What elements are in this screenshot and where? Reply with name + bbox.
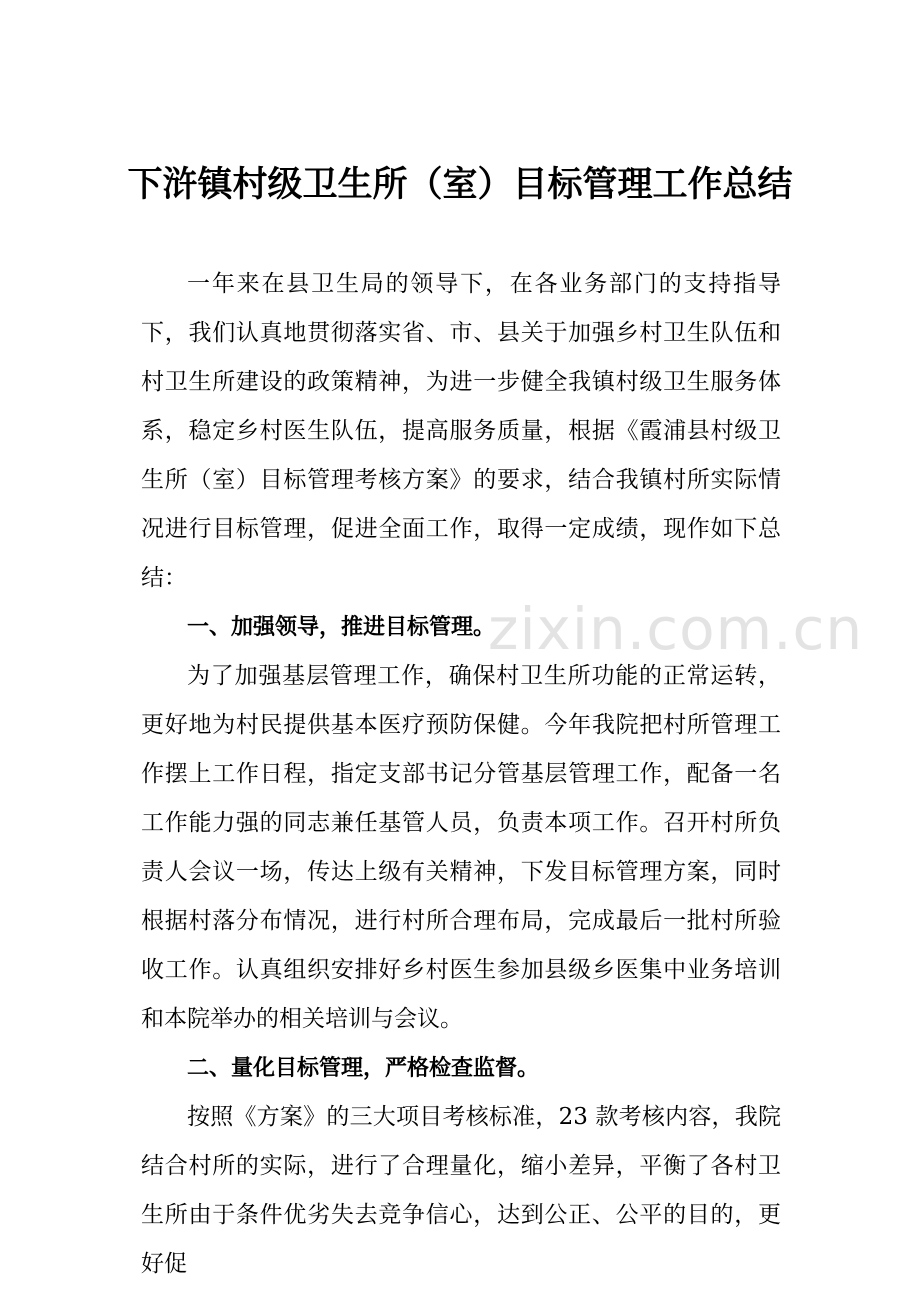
- section-paragraph-1: 为了加强基层管理工作，确保村卫生所功能的正常运转，更好地为村民提供基本医疗预防保健。今年我院把村所管理工作摆上工作日程，指定支部书记分管基层管理工作，配备一名工作能力强的同志兼任基管人员，负责本项工作。召开村所负责人会议一场，传达上级有关精神，下发目标管理方案，同时根据村落分布情况，进行村所合理布局，完成最后一批村所验收工作。认真组织安排好乡村医生参加县级乡医集中业务培训和本院举办的相关培训与会议。: [141, 663, 781, 1032]
- document-title: 下浒镇村级卫生所（室）目标管理工作总结: [127, 165, 793, 205]
- watermark: zixin.com.cn: [488, 595, 864, 663]
- section-paragraph-2: 按照《方案》的三大项目考核标准，23 款考核内容，我院结合村所的实际，进行了合理量化，缩小差异，平衡了各村卫生所由于条件优劣失去竞争信心，达到公正、公平的目的，更好促: [141, 1104, 781, 1277]
- intro-paragraph: 一年来在县卫生局的领导下，在各业务部门的支持指导下，我们认真地贯彻落实省、市、县关于加强乡村卫生队伍和村卫生所建设的政策精神，为进一步健全我镇村级卫生服务体系，稳定乡村医生队伍，提高服务质量，根据《霞浦县村级卫生所（室）目标管理考核方案》的要求，结合我镇村所实际情况进行目标管理，促进全面工作，取得一定成绩，现作如下总结：: [141, 271, 781, 591]
- section-heading-1: 一、加强领导，推进目标管理。: [187, 615, 496, 640]
- document-body: [141, 260, 781, 1289]
- section-heading-2: 二、量化目标管理，严格检查监督。: [187, 1056, 540, 1081]
